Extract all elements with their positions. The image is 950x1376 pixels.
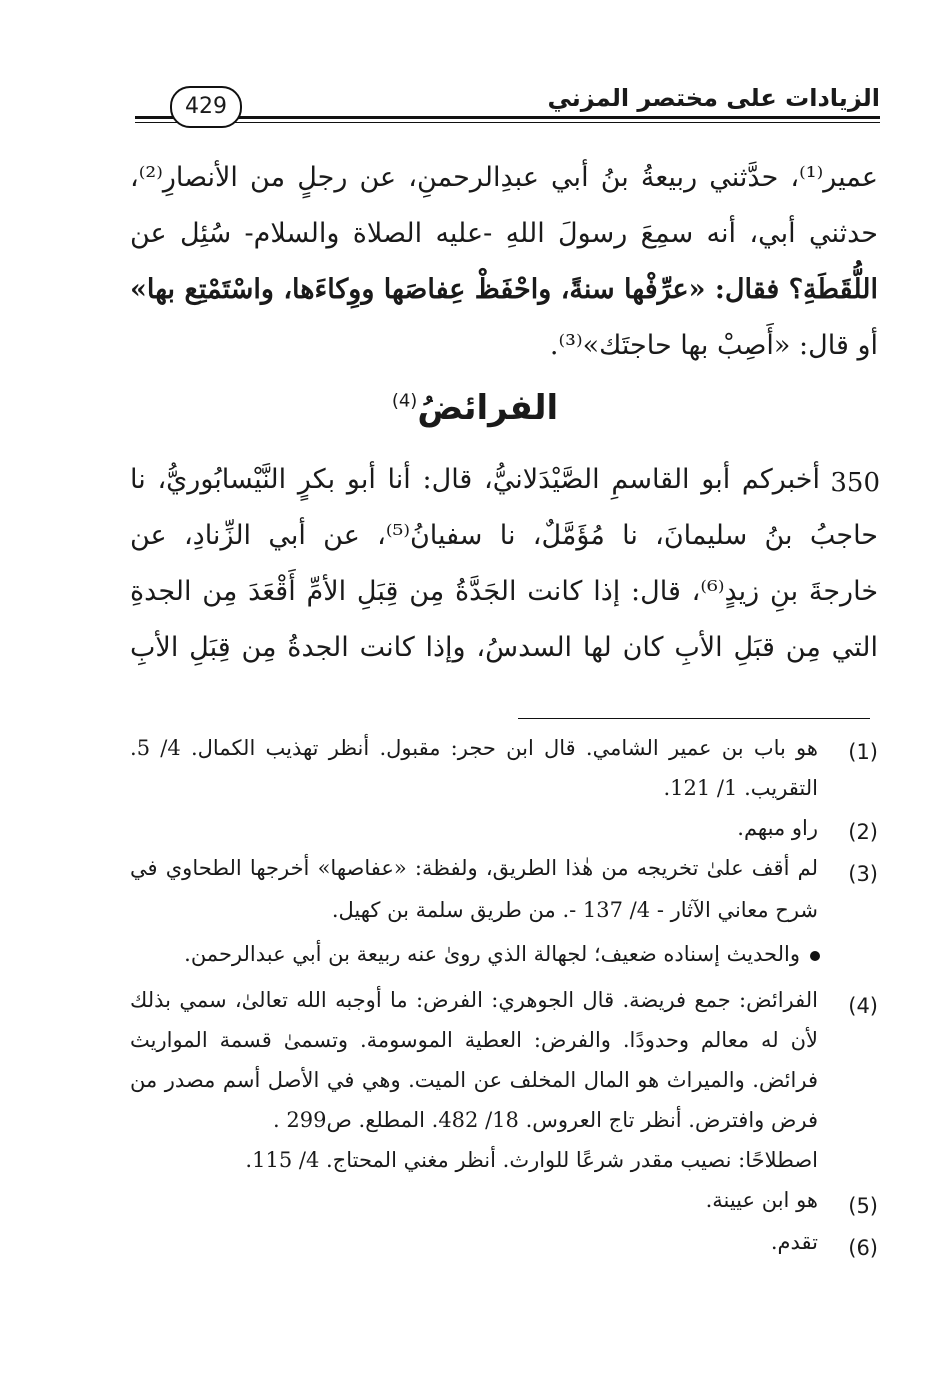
section-heading: [0, 388, 950, 428]
footnote-number: (1): [848, 740, 878, 764]
footnote-line: شرح معاني الآثار - 4/ 137 -. من طريق سلمة بن كهيل.: [331, 898, 818, 922]
footnote-line: فرائض. والميراث هو المال المخلف عن الميت. وهي في الأصل أسم مصدر من: [130, 1068, 818, 1092]
footnote-line: تقدم.: [770, 1230, 818, 1254]
header-rule: [135, 116, 880, 119]
body-line: عمير⁽¹⁾، حدَّثني ربيعةُ بنُ أبي عبدِالرحمنِ، عن رجلٍ من الأنصارِ⁽²⁾،: [130, 162, 878, 193]
footnote-line: راو مبهم.: [737, 816, 818, 840]
entry-line: خارجةَ بنِ زيدٍ⁽⁶⁾، قال: إذا كانت الجَدَّةُ مِن قِبَلِ الأمِّ أَقْعَدَ مِن الجدةِ: [130, 576, 879, 607]
section-heading-note: (4): [391, 390, 418, 412]
footnote-number: (3): [848, 862, 878, 886]
footnote-number: (2): [848, 820, 878, 844]
running-header-title: الزيادات على مختصر المزني: [547, 84, 880, 112]
footnote-number: (5): [848, 1194, 878, 1218]
body-line: اللُّقَطَةِ؟ فقال: «عرِّفْها سنةً، واحْفَظْ عِفاصَها ووِكاءَها، واسْتَمْتِع بها»: [130, 274, 878, 305]
footnote-line: هو ابن عيينة.: [705, 1188, 818, 1212]
footnote-line: لم أقف علىٰ تخريجه من هٰذا الطريق، ولفظة: «عفاصها» أخرجها الطحاوي في: [130, 856, 818, 880]
entry-number: 350: [830, 468, 880, 498]
footnote-line: هو باب بن عمير الشامي. قال ابن حجر: مقبول. أنظر تهذيب الكمال. 4/ 5.: [130, 736, 818, 760]
footnote-line: التقريب. 1/ 121.: [663, 776, 818, 800]
footnote-line: الفرائض: جمع فريضة. قال الجوهري: الفرض: ما أوجبه الله تعالىٰ، سمي بذلك: [130, 988, 818, 1012]
entry-line: حاجبُ بنُ سليمانَ، نا مُؤَمَّلٌ، نا سفيانُ⁽⁵⁾، عن أبي الزِّنادِ، عن: [130, 520, 878, 551]
entry-line: أخبركم أبو القاسمِ الصَّيْدَلانيُّ، قال: أنا أبو بكرٍ النَّيْسابُوريُّ، نا: [130, 464, 820, 495]
footnote-number: (6): [848, 1236, 878, 1260]
footnote-line: اصطلاحًا: نصيب مقدر شرعًا للوارث. أنظر مغني المحتاج. 4/ 115.: [245, 1148, 818, 1172]
footnote-separator: [518, 718, 870, 719]
bullet-icon: [810, 951, 820, 961]
footnote-bullet-text: والحديث إسناده ضعيف؛ لجهالة الذي روىٰ عنه ربيعة بن أبي عبدالرحمن.: [184, 942, 800, 966]
body-line: حدثني أبي، أنه سمِعَ رسولَ اللهِ -عليه الصلاة والسلام- سُئِل عن: [130, 218, 878, 249]
footnote-number: (4): [848, 994, 878, 1018]
footnote-line: لأن له معالم وحدودًا. والفرض: العطية الموسومة. وتسمىٰ قسمة المواريث: [130, 1028, 818, 1052]
footnote-bullet-note: [184, 942, 820, 966]
entry-line: التي مِن قبَلِ الأبِ كان لها السدسُ، وإذا كانت الجدةُ مِن قِبَلِ الأبِ: [130, 632, 878, 663]
page-number: 429: [170, 86, 242, 128]
footnote-line: فرض وافترض. أنظر تاج العروس. 18/ 482. المطلع. ص299 .: [273, 1108, 818, 1132]
header-rule-thin: [135, 122, 880, 123]
section-heading-text: الفرائضُ: [417, 388, 559, 428]
body-line: أو قال: «أَصِبْ بها حاجتَك»⁽³⁾.: [549, 330, 878, 361]
